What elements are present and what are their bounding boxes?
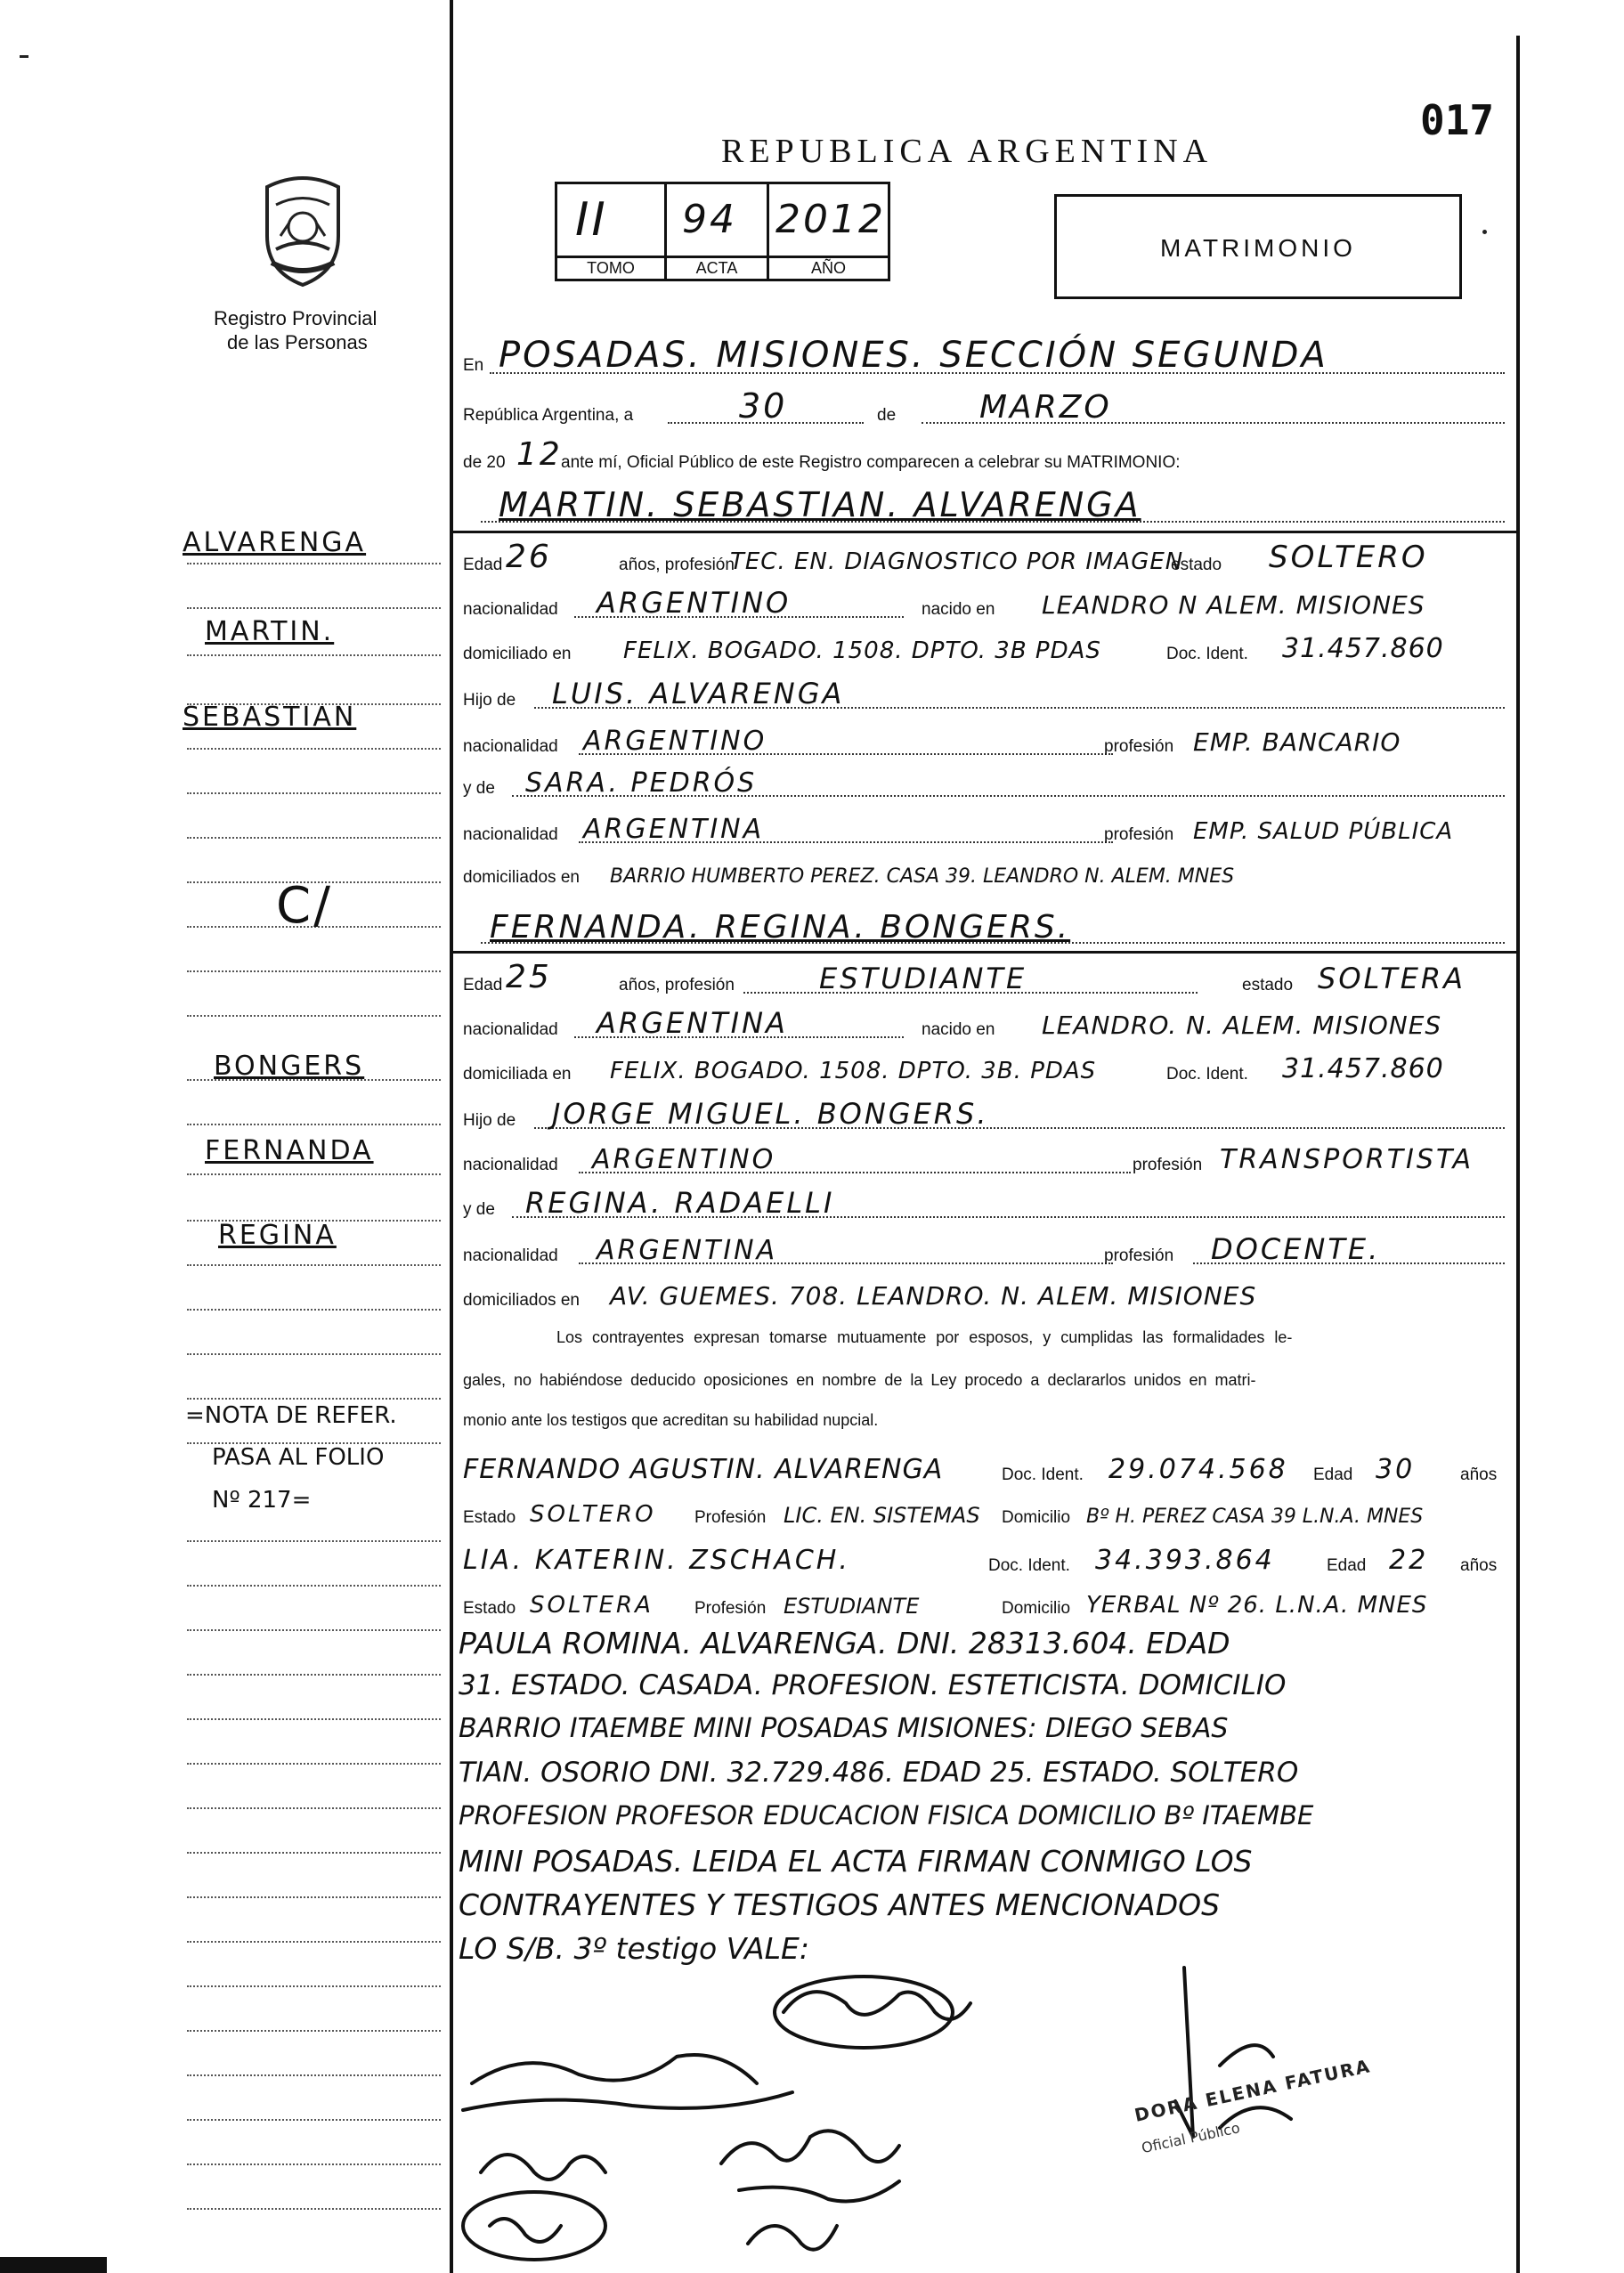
row-bride-age — [463, 954, 1505, 999]
margin-note-line2: PASA AL FOLIO — [212, 1444, 385, 1471]
groom-parents-address: BARRIO HUMBERTO PEREZ. CASA 39. LEANDRO N. ALEM. MNES — [610, 865, 1235, 888]
groom-address: FELIX. BOGADO. 1508. DPTO. 3B PDAS — [623, 637, 1101, 664]
country-title: REPUBLICA ARGENTINA — [721, 133, 1214, 170]
bride-full-name: FERNANDA. REGINA. BONGERS. — [490, 909, 1071, 946]
bride-nacionalidad-label: nacionalidad — [463, 1020, 558, 1039]
witness2-doc: 34.393.864 — [1095, 1545, 1275, 1576]
bride-mother-prof: DOCENTE. — [1211, 1232, 1381, 1266]
bride-estado-label: estado — [1242, 976, 1294, 994]
margin-bride-second: REGINA — [218, 1220, 337, 1251]
scan-edge — [0, 2257, 107, 2273]
row-groom-name — [463, 476, 1505, 528]
groom-nacido-label: nacido en — [922, 600, 995, 619]
act-type-box — [1054, 194, 1462, 299]
stamp-title: Oficial Público — [1140, 2119, 1242, 2157]
groom-anos-label: años, profesión — [619, 556, 735, 574]
row-witness2-name — [463, 1533, 1505, 1579]
row-bride-nationality — [463, 1001, 1505, 1043]
groom-nationality: ARGENTINO — [597, 586, 792, 620]
bride-domiciliada-label: domiciliada en — [463, 1065, 572, 1084]
stray-dot — [1482, 230, 1487, 234]
row-groom-father — [463, 670, 1505, 714]
margin-groom-surname: ALVARENGA — [183, 527, 367, 558]
anio-value: 2012 — [775, 197, 886, 242]
stamp-name: DORA ELENA FATURA — [1133, 2055, 1373, 2126]
witness1-status: SOLTERO — [530, 1501, 656, 1528]
row-groom-mother-nat — [463, 806, 1505, 848]
bride-anos-label: años, profesión — [619, 976, 735, 994]
de-label: de — [877, 406, 897, 425]
witness2-age: 22 — [1389, 1545, 1429, 1576]
row-date — [463, 385, 1505, 429]
row-witness2-details — [463, 1579, 1505, 1622]
groom-profession: TEC. EN. DIAGNOSTICO POR IMAGEN — [730, 548, 1184, 575]
groom-hijo-label: Hijo de — [463, 691, 516, 710]
groom-mother-prof-label: profesión — [1104, 825, 1174, 844]
witness2-name: LIA. KATERIN. ZSCHACH. — [463, 1545, 850, 1576]
witness1-doc-label: Doc. Ident. — [1002, 1465, 1084, 1484]
bride-profession: ESTUDIANTE — [819, 962, 1027, 995]
note-line-3: BARRIO ITAEMBE MINI POSADAS MISIONES: DIEGO SEBAS — [459, 1713, 1229, 1744]
bride-yde-label: y de — [463, 1200, 495, 1219]
margin-groom-second: SEBASTIAN — [183, 702, 357, 733]
witness1-domicilio-label: Domicilio — [1002, 1508, 1071, 1527]
row-witness1-details — [463, 1489, 1505, 1531]
groom-estado-label: estado — [1171, 556, 1222, 574]
row-place — [463, 329, 1505, 379]
bride-parents-dom-label: domiciliados en — [463, 1291, 580, 1310]
declaration-line1: Los contrayentes expresan tomarse mutuamente por esposos, y cumplidas las formalidades le- — [556, 1328, 1293, 1346]
bride-father-nat: ARGENTINO — [592, 1144, 776, 1175]
bride-birthplace: LEANDRO. N. ALEM. MISIONES — [1042, 1011, 1442, 1040]
comparecen-text: ante mí, Oficial Público de este Registro comparecen a celebrar su MATRIMONIO: — [561, 453, 1181, 472]
bride-age: 25 — [506, 959, 552, 995]
note-line-6: MINI POSADAS. LEIDA EL ACTA FIRMAN CONMIGO LOS — [459, 1844, 1253, 1879]
witness2-anos-label: años — [1460, 1556, 1498, 1575]
bride-doc-label: Doc. Ident. — [1166, 1065, 1248, 1084]
registry-name-line2: de las Personas — [227, 331, 368, 353]
republica-label: República Argentina, a — [463, 406, 634, 425]
row-bride-mother — [463, 1181, 1505, 1223]
witness2-edad-label: Edad — [1327, 1556, 1367, 1575]
witness1-profesion-label: Profesión — [694, 1508, 767, 1527]
margin-bride-surname: BONGERS — [214, 1051, 365, 1082]
bride-mother-prof-label: profesión — [1104, 1246, 1174, 1265]
bride-father-prof-label: profesión — [1133, 1156, 1203, 1174]
right-rule — [1516, 36, 1520, 2273]
groom-mother-nat-label: nacionalidad — [463, 825, 558, 844]
note-line-8: LO S/B. 3º testigo VALE: — [459, 1931, 809, 1966]
bride-mother-nat-label: nacionalidad — [463, 1246, 558, 1265]
groom-father-nat-label: nacionalidad — [463, 737, 558, 756]
groom-full-name: MARTIN. SEBASTIAN. ALVARENGA — [499, 485, 1141, 524]
row-bride-name — [463, 897, 1505, 949]
row-bride-father — [463, 1090, 1505, 1134]
acta-value: 94 — [682, 197, 737, 242]
groom-mother-prof: EMP. SALUD PÚBLICA — [1193, 818, 1454, 845]
groom-doc-label: Doc. Ident. — [1166, 645, 1248, 663]
witness1-doc: 29.074.568 — [1108, 1454, 1288, 1485]
margin-note-line3: Nº 217= — [212, 1487, 312, 1514]
margin-separator: C/ — [276, 877, 333, 935]
row-groom-father-nat — [463, 718, 1505, 760]
row-groom-parents-address — [463, 850, 1505, 891]
registry-name-line1: Registro Provincial — [214, 307, 378, 329]
stray-mark — [20, 55, 28, 58]
tomo-value: II — [575, 193, 608, 247]
bride-address: FELIX. BOGADO. 1508. DPTO. 3B. PDAS — [610, 1058, 1097, 1084]
note-line-4: TIAN. OSORIO DNI. 32.729.486. EDAD 25. ESTADO. SOLTERO — [459, 1757, 1299, 1789]
declaration-line3: monio ante los testigos que acreditan su habilidad nupcial. — [463, 1411, 879, 1429]
bride-nationality: ARGENTINA — [597, 1006, 788, 1040]
bride-mother-nat: ARGENTINA — [597, 1235, 778, 1266]
witness1-edad-label: Edad — [1313, 1465, 1353, 1484]
act-type: MATRIMONIO — [1160, 234, 1356, 262]
witness1-name: FERNANDO AGUSTIN. ALVARENGA — [463, 1454, 944, 1485]
tomo-acta-anio-box — [555, 182, 890, 281]
page-number: 017 — [1420, 96, 1495, 144]
bride-father-nat-label: nacionalidad — [463, 1156, 558, 1174]
witness1-prof: LIC. EN. SISTEMAS — [784, 1503, 980, 1528]
note-line-7: CONTRAYENTES Y TESTIGOS ANTES MENCIONADOS — [459, 1887, 1221, 1922]
bride-father: JORGE MIGUEL. BONGERS. — [552, 1097, 989, 1131]
note-line-1: PAULA ROMINA. ALVARENGA. DNI. 28313.604. EDAD — [459, 1626, 1230, 1660]
row-groom-age — [463, 534, 1505, 579]
groom-yde-label: y de — [463, 779, 495, 798]
declaration-line2: gales, no habiéndose deducido oposiciones en nombre de la Ley procedo a declararlos unidos en matri- — [463, 1371, 1256, 1389]
witness1-anos-label: años — [1460, 1465, 1498, 1484]
row-groom-address — [463, 625, 1505, 668]
witness2-doc-label: Doc. Ident. — [988, 1556, 1070, 1575]
witness1-age: 30 — [1376, 1454, 1416, 1485]
bride-civil-status: SOLTERA — [1318, 962, 1466, 995]
groom-father-nat: ARGENTINO — [583, 726, 767, 757]
groom-domiciliado-label: domiciliado en — [463, 645, 572, 663]
groom-father-prof-label: profesión — [1104, 737, 1174, 756]
bride-nacido-label: nacido en — [922, 1020, 995, 1039]
witness1-estado-label: Estado — [463, 1508, 516, 1527]
groom-nacionalidad-label: nacionalidad — [463, 600, 558, 619]
row-groom-nationality — [463, 580, 1505, 623]
place: POSADAS. MISIONES. SECCIÓN SEGUNDA — [499, 335, 1328, 376]
row-bride-mother-nat — [463, 1227, 1505, 1270]
year-prefix: de 20 — [463, 453, 506, 472]
misiones-coat-of-arms — [254, 174, 352, 289]
witness2-domicilio-label: Domicilio — [1002, 1599, 1071, 1618]
note-line-2: 31. ESTADO. CASADA. PROFESION. ESTETICISTA. DOMICILIO — [459, 1669, 1287, 1701]
groom-father: LUIS. ALVARENGA — [552, 677, 845, 710]
witness2-status: SOLTERA — [530, 1592, 654, 1619]
row-bride-address — [463, 1045, 1505, 1088]
row-year — [463, 434, 1505, 476]
groom-parents-dom-label: domiciliados en — [463, 868, 580, 887]
bride-mother: REGINA. RADAELLI — [525, 1186, 835, 1220]
witness2-profesion-label: Profesión — [694, 1599, 767, 1618]
groom-civil-status: SOLTERO — [1269, 540, 1428, 575]
groom-mother-nat: ARGENTINA — [583, 814, 765, 845]
year-suffix: 12 — [516, 436, 563, 473]
witness2-prof: ESTUDIANTE — [784, 1594, 920, 1619]
witness1-dom: Bº H. PEREZ CASA 39 L.N.A. MNES — [1086, 1506, 1424, 1528]
row-bride-father-nat — [463, 1136, 1505, 1179]
bride-father-prof: TRANSPORTISTA — [1220, 1144, 1474, 1175]
groom-edad-label: Edad — [463, 556, 503, 574]
bride-edad-label: Edad — [463, 976, 503, 994]
groom-mother: SARA. PEDRÓS — [525, 767, 758, 799]
day: 30 — [739, 386, 788, 426]
bride-hijo-label: Hijo de — [463, 1111, 516, 1130]
en-label: En — [463, 356, 484, 375]
groom-doc: 31.457.860 — [1282, 633, 1444, 664]
anio-label: AÑO — [810, 259, 846, 277]
acta-label: ACTA — [695, 259, 738, 277]
bride-doc: 31.457.860 — [1282, 1053, 1444, 1084]
groom-birthplace: LEANDRO N ALEM. MISIONES — [1042, 590, 1425, 620]
tomo-label: TOMO — [587, 259, 635, 277]
margin-note-line1: =NOTA DE REFER. — [185, 1402, 397, 1429]
margin-groom-first: MARTIN. — [205, 616, 335, 647]
row-groom-mother — [463, 761, 1505, 802]
month: MARZO — [979, 389, 1112, 426]
groom-father-prof: EMP. BANCARIO — [1193, 727, 1401, 757]
witness2-estado-label: Estado — [463, 1599, 516, 1618]
row-witness1-name — [463, 1442, 1505, 1489]
note-line-5: PROFESION PROFESOR EDUCACION FISICA DOMICILIO Bº ITAEMBE — [459, 1800, 1314, 1831]
row-bride-parents-address — [463, 1271, 1505, 1314]
bride-parents-address: AV. GUEMES. 708. LEANDRO. N. ALEM. MISIONES — [610, 1281, 1257, 1311]
groom-age: 26 — [506, 539, 552, 575]
margin-bride-first: FERNANDA — [205, 1135, 374, 1166]
witness2-dom: YERBAL Nº 26. L.N.A. MNES — [1086, 1592, 1428, 1619]
